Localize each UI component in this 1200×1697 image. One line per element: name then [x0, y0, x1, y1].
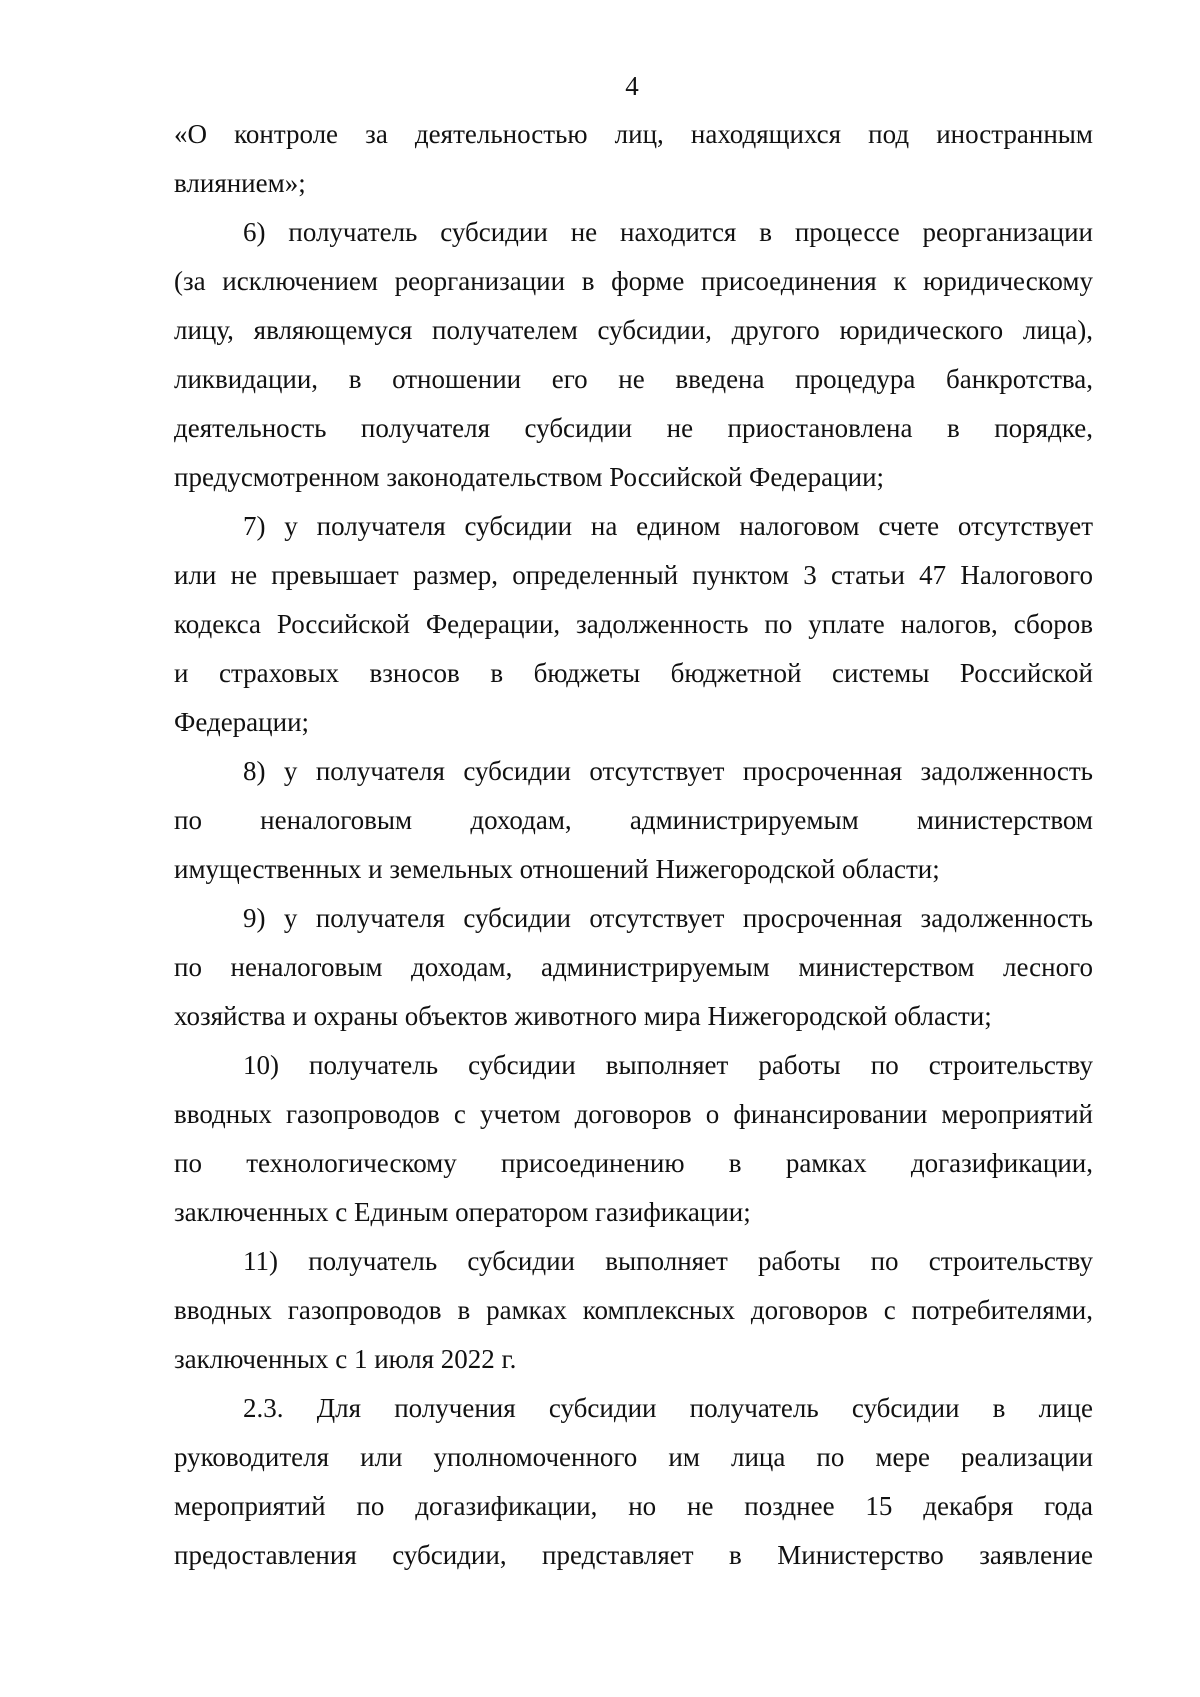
text-line: вводных газопроводов в рамках комплексных договоров с потребителями, [174, 1295, 1093, 1325]
text-line: 8) у получателя субсидии отсутствует просроченная задолженность [243, 756, 1093, 786]
text-line: 10) получатель субсидии выполняет работы по строительству [243, 1050, 1093, 1080]
text-line: хозяйства и охраны объектов животного мира Нижегородской области; [174, 1001, 992, 1031]
paragraph-p10 [174, 1041, 1093, 1237]
paragraph-p9 [174, 894, 1093, 1041]
text-line: 6) получатель субсидии не находится в процессе реорганизации [243, 217, 1093, 247]
paragraph-p7 [174, 502, 1093, 747]
text-line: мероприятий по догазификации, но не позднее 15 декабря года [174, 1491, 1093, 1521]
document-body [174, 110, 1093, 1580]
text-line: по неналоговым доходам, администрируемым министерством [174, 805, 1093, 835]
paragraph-p11 [174, 1237, 1093, 1384]
text-line: вводных газопроводов с учетом договоров о финансировании мероприятий [174, 1099, 1093, 1129]
text-line: Федерации; [174, 707, 310, 737]
text-line: руководителя или уполномоченного им лица по мере реализации [174, 1442, 1093, 1472]
paragraph-p0 [174, 110, 1093, 208]
paragraph-p8 [174, 747, 1093, 894]
text-line: по технологическому присоединению в рамках догазификации, [174, 1148, 1093, 1178]
paragraph-p23 [174, 1384, 1093, 1580]
text-line: предусмотренном законодательством Российской Федерации; [174, 462, 885, 492]
text-line: или не превышает размер, определенный пунктом 3 статьи 47 Налогового [174, 560, 1093, 590]
text-line: заключенных с 1 июля 2022 г. [174, 1344, 517, 1374]
page-number: 4 [625, 71, 639, 101]
text-line: деятельность получателя субсидии не приостановлена в порядке, [174, 413, 1093, 443]
text-line: 11) получатель субсидии выполняет работы по строительству [243, 1246, 1093, 1276]
text-line: по неналоговым доходам, администрируемым министерством лесного [174, 952, 1093, 982]
text-line: «О контроле за деятельностью лиц, находящихся под иностранным [174, 119, 1093, 149]
paragraph-p6 [174, 208, 1093, 502]
text-line: имущественных и земельных отношений Нижегородской области; [174, 854, 940, 884]
text-line: лицу, являющемуся получателем субсидии, другого юридического лица), [174, 315, 1093, 345]
text-line: ликвидации, в отношении его не введена процедура банкротства, [174, 364, 1093, 394]
text-line: заключенных с Единым оператором газификации; [174, 1197, 751, 1227]
text-line: 2.3. Для получения субсидии получатель субсидии в лице [243, 1393, 1093, 1423]
text-line: и страховых взносов в бюджеты бюджетной системы Российской [174, 658, 1093, 688]
text-line: (за исключением реорганизации в форме присоединения к юридическому [174, 266, 1093, 296]
text-line: кодекса Российской Федерации, задолженность по уплате налогов, сборов [174, 609, 1093, 639]
text-line: 7) у получателя субсидии на едином налоговом счете отсутствует [243, 511, 1093, 541]
text-line: 9) у получателя субсидии отсутствует просроченная задолженность [243, 903, 1093, 933]
text-line: влиянием»; [174, 168, 306, 198]
text-line: предоставления субсидии, представляет в Министерство заявление [174, 1540, 1093, 1570]
